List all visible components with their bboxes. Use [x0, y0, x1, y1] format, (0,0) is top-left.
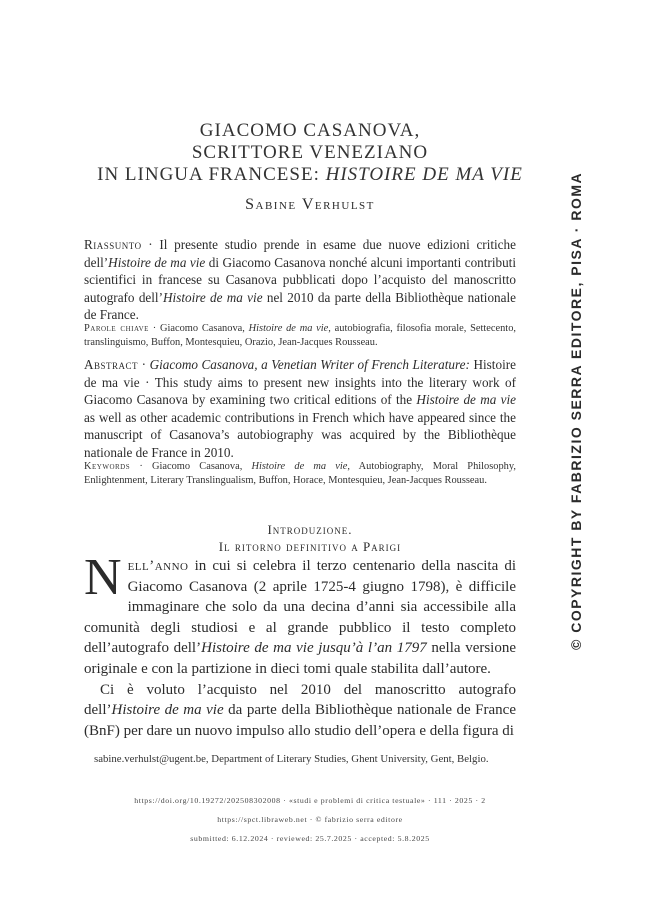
- abstract-text-2: as well as other academic contributions in French which have appeared since the manuscript of Casanova’s autobiography was acquired by the Bibliothèque nationale de France in 2010.: [84, 409, 516, 460]
- abstract-sep: ·: [138, 357, 150, 372]
- title-line-1: GIACOMO CASANOVA,: [199, 120, 421, 141]
- section-heading-1: Introduzione.: [267, 522, 353, 537]
- author-name: Sabine Verhulst: [245, 196, 375, 213]
- keywords-sep: ·: [130, 461, 152, 472]
- abstract-italic-1: Histoire de ma vie: [416, 392, 516, 408]
- riassunto-italic-1: Histoire de ma vie: [108, 254, 206, 270]
- keywords-text-2: , Autobiography, Moral Philosophy, Enlightenment, Literary Translingualism, Buffon, Horace, Montesquieu, Jean-Jacques Rousseau.: [84, 461, 516, 487]
- riassunto-paragraph: [84, 236, 516, 324]
- riassunto-italic-2: Histoire de ma vie: [163, 289, 263, 305]
- keywords-text-1: Giacomo Casanova,: [152, 461, 252, 472]
- section-heading-2: Il ritorno definitivo a Parigi: [218, 539, 402, 554]
- abstract-paragraph: [84, 356, 516, 462]
- parole-chiave-paragraph: [84, 322, 516, 351]
- drop-cap: N: [84, 549, 122, 606]
- riassunto-label: Riassunto: [84, 237, 142, 252]
- riassunto-text-1: Il presente studio prende in esame due nuove edizioni critiche dell’: [84, 237, 516, 270]
- riassunto-sep: ·: [141, 237, 160, 252]
- title-line-3-plain: IN LINGUA FRANCESE:: [97, 164, 326, 185]
- website-line: https://spct.libraweb.net · © fabrizio serra editore: [217, 815, 403, 824]
- parole-chiave-italic: Histoire de ma vie: [248, 323, 329, 334]
- body-text: [84, 549, 517, 741]
- first-words: ell’anno: [127, 558, 189, 574]
- parole-chiave-text-1: Giacomo Casanova,: [159, 323, 249, 334]
- title-line-3-italic: HISTOIRE DE MA VIE: [325, 164, 523, 185]
- dates-line: submitted: 6.12.2024 · reviewed: 25.7.2025 · accepted: 5.8.2025: [190, 834, 430, 843]
- abstract-italic-title: Giacomo Casanova, a Venetian Writer of French Literature:: [149, 357, 470, 372]
- footnote: sabine.verhulst@ugent.be, Department of Literary Studies, Ghent University, Gent, Belgio.: [94, 753, 489, 765]
- body-paragraph-2: [84, 680, 516, 742]
- parole-chiave-text-2: , autobiografia, filosofia morale, Settecento, translinguismo, Buffon, Montesquieu, Orazio, Jean-Jacques Rousseau.: [84, 323, 516, 349]
- title-line-3: [60, 164, 560, 186]
- parole-chiave-label: Parole chiave: [84, 323, 149, 334]
- body-paragraph-1: [84, 549, 517, 680]
- doi-line: https://doi.org/10.19272/202508302008 · «studi e problemi di critica testuale» · 111 · 2025 · 2: [134, 796, 486, 805]
- body-p1-italic: Histoire de ma vie jusqu’à l’an 1797: [201, 640, 427, 657]
- copyright-vertical: © COPYRIGHT BY FABRIZIO SERRA EDITORE, PISA · ROMA: [568, 171, 584, 650]
- riassunto-text-2: di Giacomo Casanova nonché alcuni importanti contributi scientifici in francese su Casanova pubblicati dopo l’acquisto del manoscritto autografo dell’: [84, 254, 517, 305]
- keywords-paragraph: [84, 460, 516, 489]
- abstract-text-1: Histoire de ma vie · This study aims to present new insights into the literary work of Giacomo Casanova by examining two critical editions of the: [84, 357, 516, 408]
- body-p2-italic: Histoire de ma vie: [111, 702, 224, 719]
- body-p1-text-b: nella versione originale e con la partizione in dieci tomi quale stabilita dall’autore.: [84, 640, 517, 677]
- body-p2-text-a: Ci è voluto l’acquisto nel 2010 del manoscritto autografo dell’: [84, 681, 516, 719]
- keywords-italic: Histoire de ma vie: [251, 461, 348, 472]
- keywords-label: Keywords: [84, 461, 131, 472]
- riassunto-text-3: nel 2010 da parte della Bibliothèque nationale de France.: [84, 289, 516, 323]
- body-p1-text-a: in cui si celebra il terzo centenario della nascita di Giacomo Casanova (2 aprile 1725-4 giugno 1798), è difficile immaginare che solo da una decina d’anni sia accessibile alla comunità degli studiosi e al grande pubblico il testo completo dell’autografo dell’: [84, 558, 516, 657]
- parole-chiave-sep: ·: [148, 323, 160, 334]
- body-p2-text-b: da parte della Bibliothèque nationale de France (BnF) per dare un nuovo impulso allo studio dell’opera e della figura di: [84, 702, 516, 739]
- abstract-label: Abstract: [84, 357, 139, 372]
- article-title: [60, 120, 560, 186]
- title-line-2: SCRITTORE VENEZIANO: [191, 142, 429, 163]
